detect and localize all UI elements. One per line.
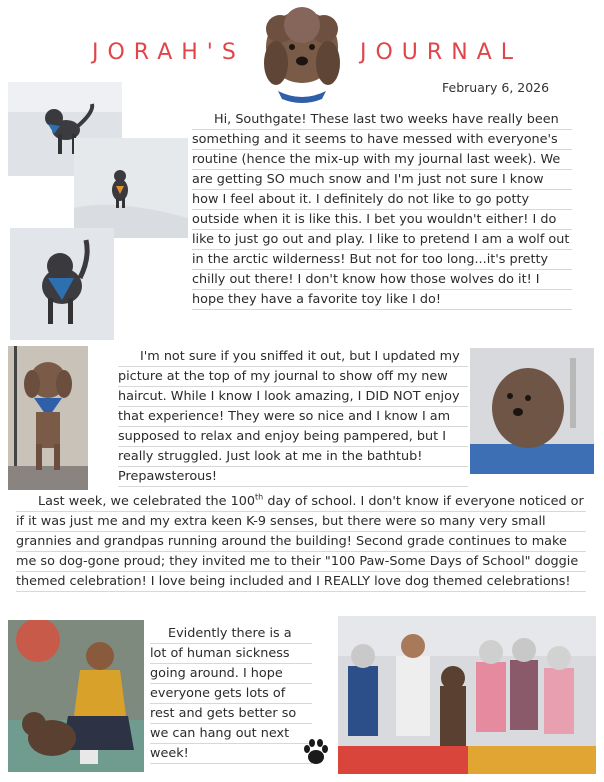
- bathtub-photo: [470, 348, 594, 474]
- dog-avatar-photo: [258, 3, 346, 105]
- paragraph-haircut: I'm not sure if you sniffed it out, but I updated my picture at the top of my journal to show off my new haircut. While I know I look amazing, I DID NOT enjoy that experience! They were so nice and I know I am supposed to relax and enjoy being pampered, but I really struggled. Just look at me in the bathtub! Prepawsterous!: [118, 347, 468, 487]
- girl-with-dog-photo: [8, 620, 144, 772]
- paragraph-100th-day: Last week, we celebrated the 100th day of school. I don't know if everyone noticed or if it was just me and my extra keen K-9 senses, but there were so many very small grannies and grandpas running around the building! Second grade continues to make me so dog-gone proud; they invited me to their "100 Paw-Some Days of School" doggie themed celebration! I love being included and I REALLY love dog themed celebrations!: [16, 492, 586, 592]
- paragraph-snow: Hi, Southgate! These last two weeks have really been something and it seems to have messed with everyone's routine (hence the mix-up with my journal last week). We are getting SO much snow and I'm just not sure I know how I feel about it. I definitely do not like to go potty outside when it is like this. I bet you wouldn't either! I do like to just go out and play. I like to pretend I am a wolf out in the arctic wilderness! But not for too long...it's pretty chilly out there! I don't know how those wolves do it! I hope they have a favorite toy like I do!: [192, 110, 572, 310]
- journal-date: February 6, 2026: [442, 80, 550, 95]
- title-right: JOURNAL: [360, 40, 522, 65]
- title-left: JORAH'S: [92, 40, 245, 65]
- snow-photo-3: [10, 228, 114, 340]
- paw-print-icon: [300, 736, 332, 768]
- classroom-celebration-photo: [338, 616, 596, 774]
- paragraph-sickness: Evidently there is a lot of human sickness going around. I hope everyone gets lots of rest and gets better so we can hang out next week!: [150, 624, 312, 764]
- snow-photo-2: [74, 138, 188, 238]
- haircut-photo: [8, 346, 88, 490]
